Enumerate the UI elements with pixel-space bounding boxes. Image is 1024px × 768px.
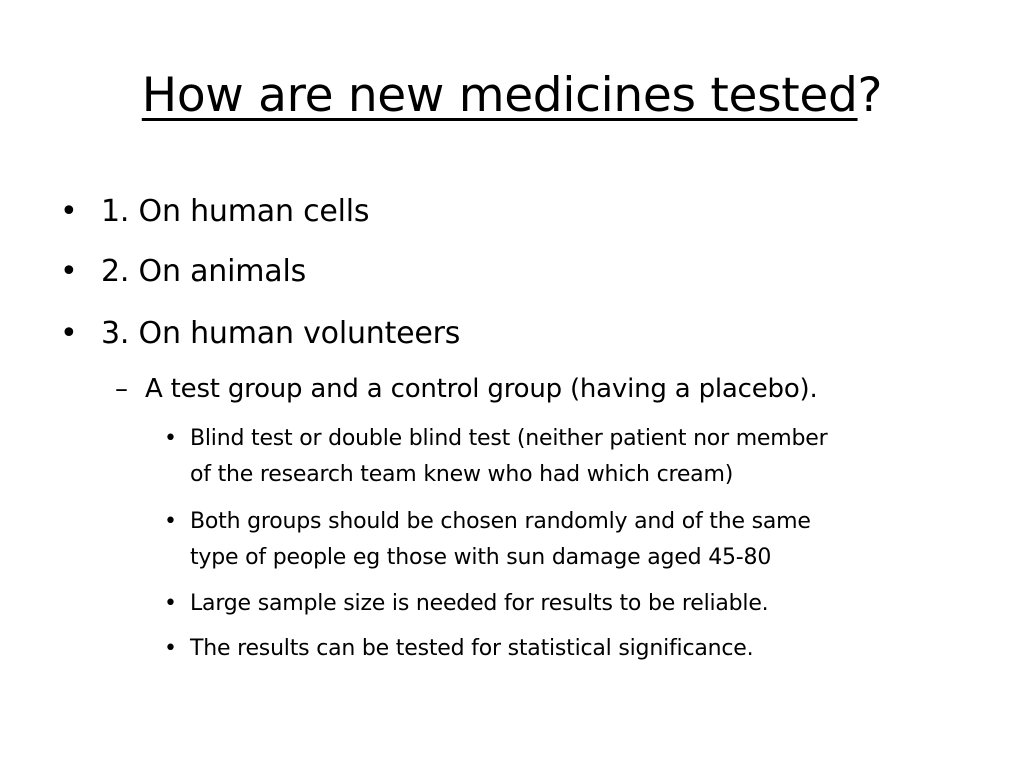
- sub-sub-bullet-random-groups-line2: type of people eg those with sun damage aged 45-80: [190, 545, 772, 570]
- bullet-marker: •: [164, 509, 177, 534]
- bullet-marker: •: [60, 254, 78, 289]
- slide-title-text: How are new medicines tested: [141, 68, 858, 123]
- sub-sub-bullet-statistical-significance: The results can be tested for statistical significance.: [190, 636, 754, 661]
- bullet-marker: •: [164, 636, 177, 661]
- dash-marker: –: [115, 374, 128, 404]
- sub-sub-bullet-blind-test-line2: of the research team knew who had which cream): [190, 462, 734, 487]
- sub-sub-bullet-random-groups-line1: Both groups should be chosen randomly and of the same: [190, 509, 811, 534]
- sub-sub-bullet-sample-size: Large sample size is needed for results to be reliable.: [190, 591, 769, 616]
- bullet-marker: •: [164, 426, 177, 451]
- slide-title: [0, 64, 1024, 128]
- slide-title-question-mark: ?: [857, 68, 883, 123]
- sub-bullet-test-control-groups: A test group and a control group (having a placebo).: [145, 374, 818, 404]
- bullet-marker: •: [164, 591, 177, 616]
- bullet-animals: 2. On animals: [101, 254, 307, 289]
- sub-sub-bullet-blind-test-line1: Blind test or double blind test (neither patient nor member: [190, 426, 828, 451]
- bullet-human-volunteers: 3. On human volunteers: [101, 316, 461, 351]
- bullet-marker: •: [60, 316, 78, 351]
- bullet-marker: •: [60, 194, 78, 229]
- bullet-human-cells: 1. On human cells: [101, 194, 370, 229]
